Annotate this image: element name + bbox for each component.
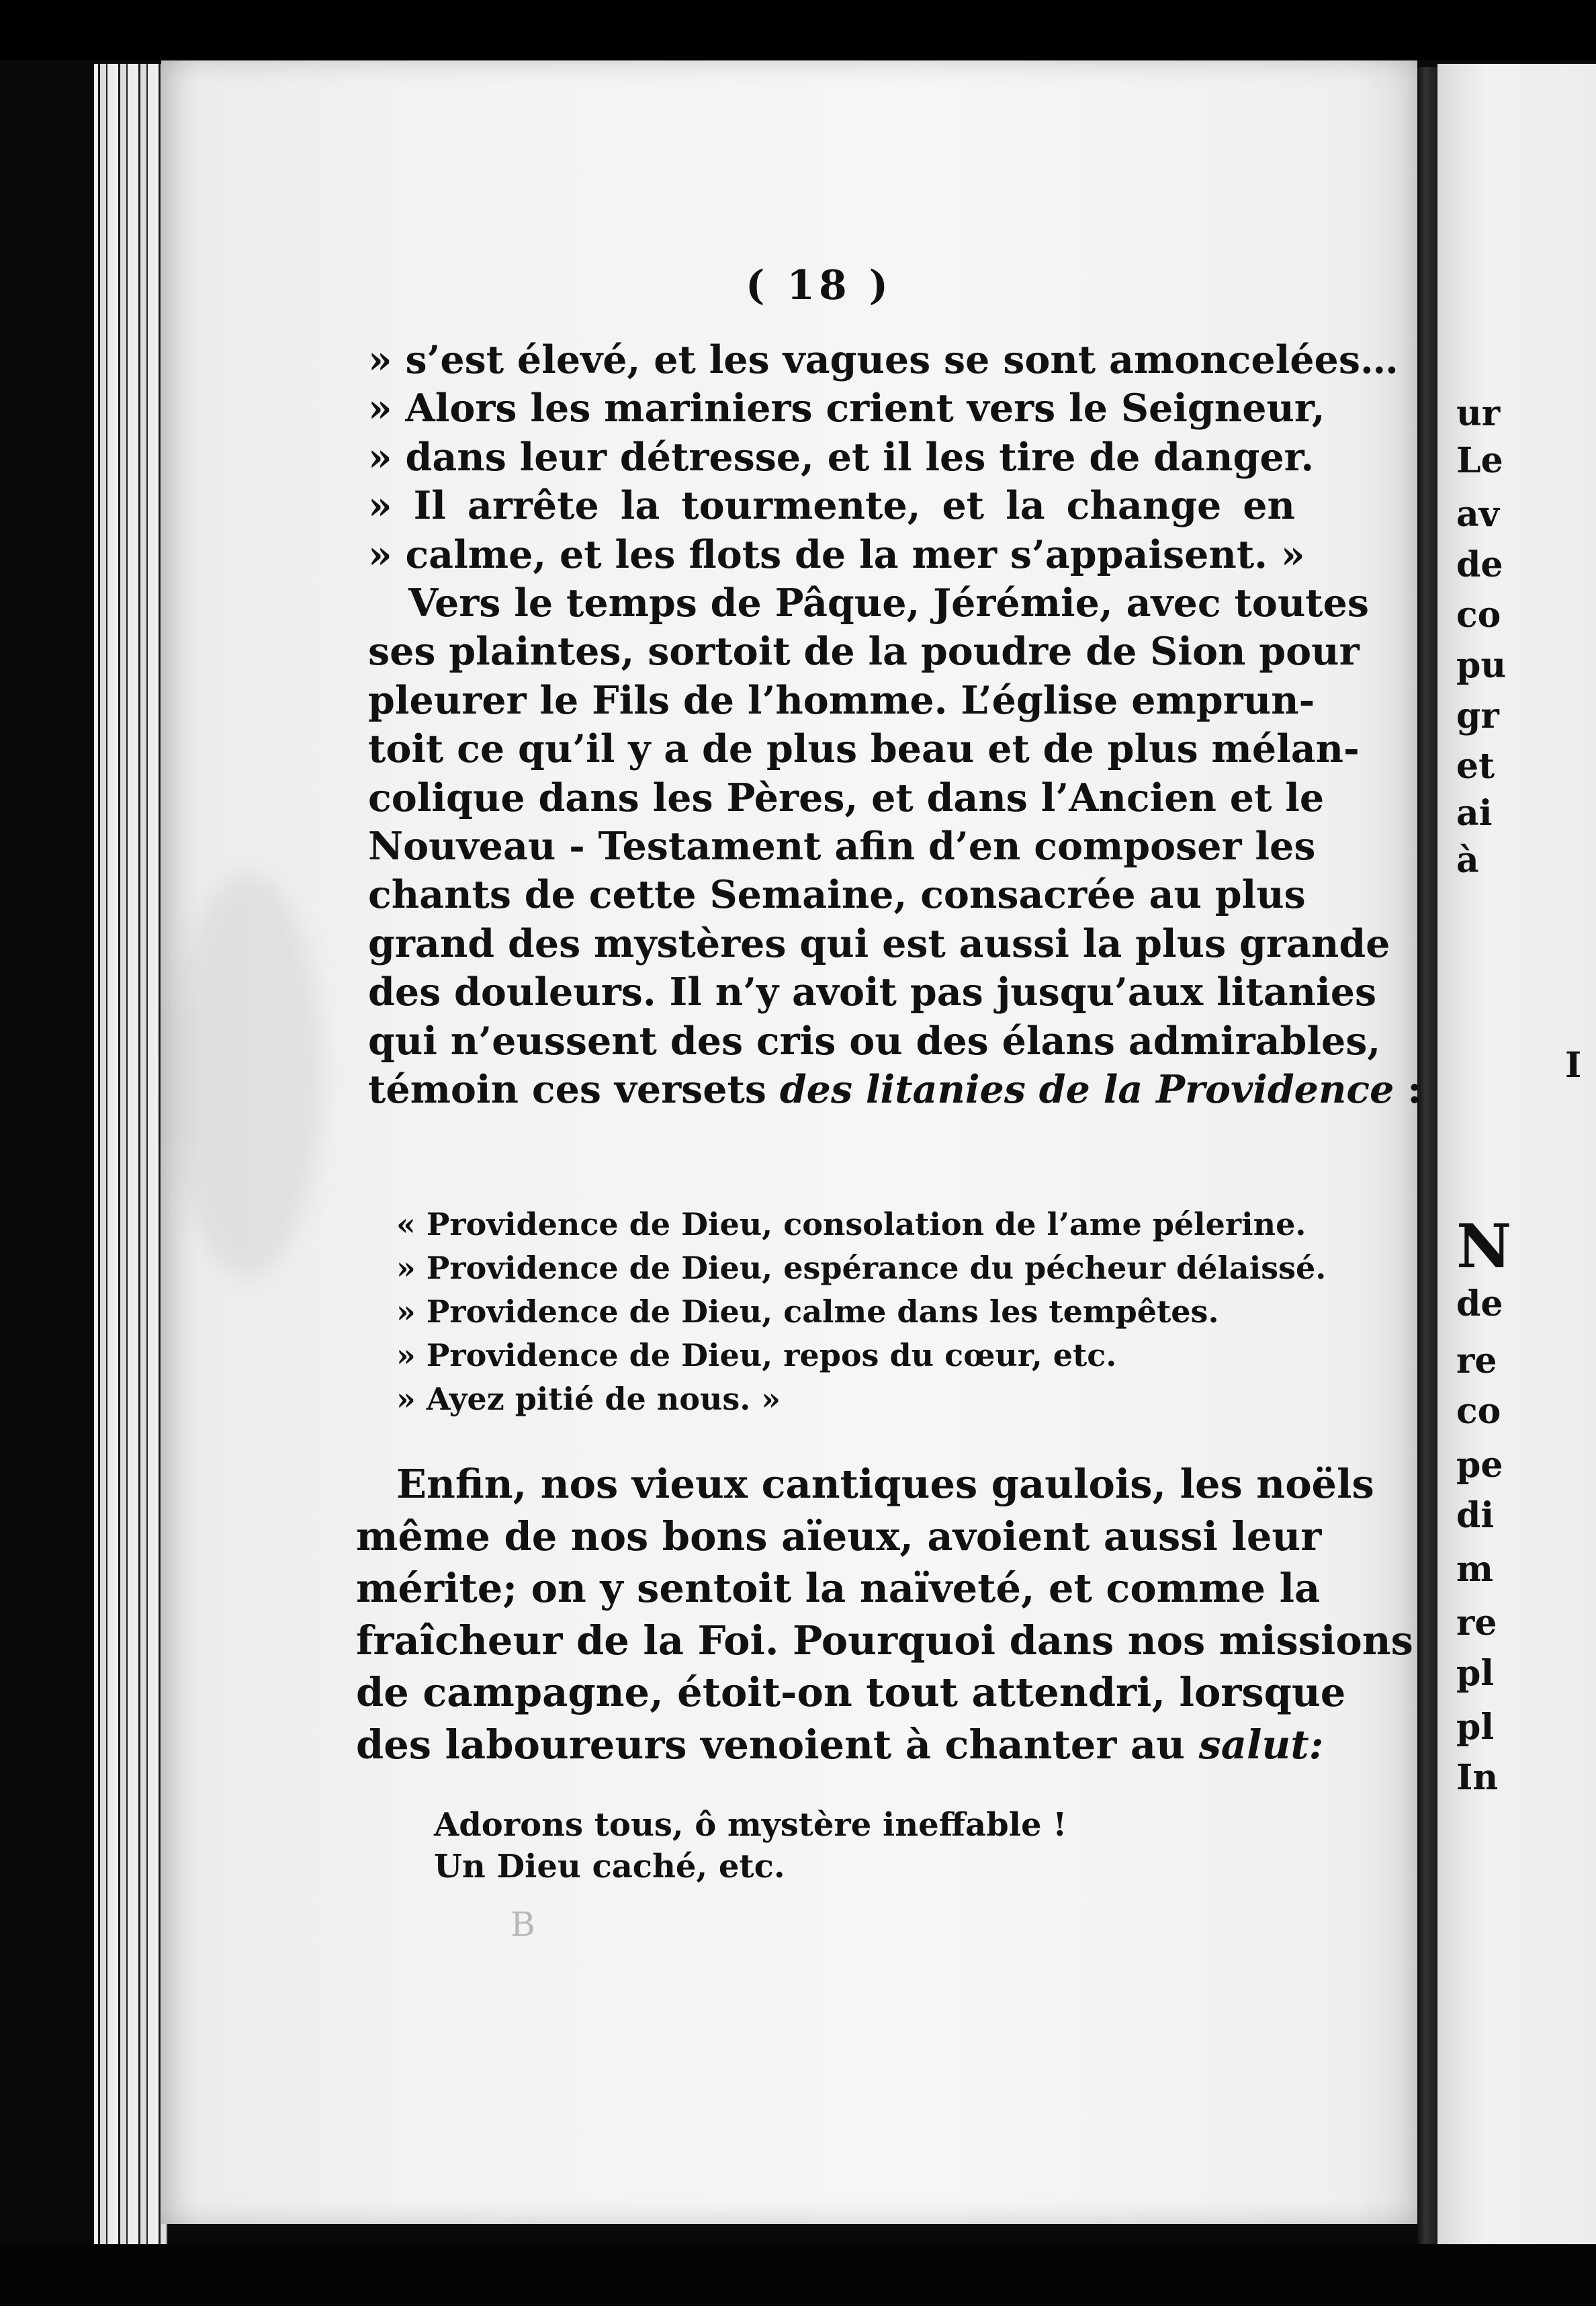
facing-fragment: et [1456, 746, 1495, 787]
text-segment: témoin ces versets [368, 1067, 766, 1113]
hymn-quote [434, 1804, 1067, 1887]
litany-quote [396, 1203, 1327, 1421]
text-line: chants de cette Semaine, consacrée au plus [368, 872, 1306, 918]
text-line: » calme, et les flots de la mer s’appaisent. » [368, 531, 1305, 577]
text-line: même de nos bons aïeux, avoient aussi leur [356, 1512, 1322, 1560]
signature-mark: B [511, 1905, 535, 1944]
hymn-line: Adorons tous, ô mystère ineffable ! [434, 1806, 1067, 1844]
text-line: » Il arrête la tourmente, et la change en [368, 483, 1295, 529]
text-line: ses plaintes, sortoit de la poudre de Sion pour [368, 629, 1360, 675]
text-line: » dans leur détresse, et il les tire de danger. [368, 434, 1315, 480]
text-line: » s’est élevé, et les vagues se sont amoncelées… [368, 337, 1399, 382]
facing-fragment: Le [1456, 440, 1503, 481]
facing-fragment: N [1456, 1211, 1512, 1282]
page-edges [94, 64, 168, 2248]
text-segment: : [1394, 1067, 1422, 1113]
text-line: colique dans les Pères, et dans l’Ancien et le [368, 775, 1325, 820]
facing-fragment: de [1456, 1283, 1503, 1324]
facing-fragment: pe [1456, 1445, 1503, 1486]
litany-line: « Providence de Dieu, consolation de l’ame pélerine. [396, 1206, 1306, 1242]
facing-fragment: m [1456, 1549, 1494, 1590]
paragraph-1 [368, 336, 1422, 1115]
text-segment: des laboureurs venoient à chanter au [356, 1721, 1186, 1768]
text-line: » Alors les mariniers crient vers le Seigneur, [368, 386, 1325, 431]
text-line: fraîcheur de la Foi. Pourquoi dans nos missions [356, 1617, 1413, 1664]
scan-border-top [0, 0, 1596, 60]
facing-page [1437, 64, 1596, 2248]
text-line: grand des mystères qui est aussi la plus grande [368, 921, 1390, 966]
facing-fragment: re [1456, 1603, 1497, 1643]
italic-title: des litanies de la Providence [779, 1067, 1394, 1113]
litany-line: » Ayez pitié de nous. » [396, 1381, 781, 1417]
facing-fragment: pl [1456, 1653, 1495, 1694]
text-line-final [368, 1066, 1422, 1114]
facing-fragment: av [1456, 494, 1499, 535]
litany-line: » Providence de Dieu, repos du cœur, etc. [396, 1337, 1117, 1373]
litany-line: » Providence de Dieu, espérance du pécheur délaissé. [396, 1250, 1327, 1286]
facing-fragment: pl [1456, 1707, 1495, 1748]
text-line: Vers le temps de Pâque, Jérémie, avec toutes [408, 581, 1369, 626]
facing-fragment: re [1456, 1340, 1497, 1381]
italic-word: salut: [1198, 1721, 1324, 1768]
text-line-final [356, 1719, 1324, 1771]
page-number: ( 18 ) [746, 262, 893, 309]
text-line: pleurer le Fils de l’homme. L’église emprun- [368, 677, 1315, 723]
text-line: de campagne, étoit-on tout attendri, lorsque [356, 1669, 1346, 1715]
facing-fragment: ur [1456, 393, 1501, 434]
facing-fragment: co [1456, 1391, 1501, 1432]
facing-fragment: ai [1456, 793, 1493, 834]
page-stain [175, 873, 322, 1277]
book-gutter [1417, 67, 1437, 2244]
facing-fragment: de [1456, 544, 1503, 585]
text-line: des douleurs. Il n’y avoit pas jusqu’aux litanies [368, 970, 1377, 1015]
text-line: Nouveau - Testament afin d’en composer les [368, 824, 1316, 869]
facing-fragment: In [1456, 1757, 1499, 1798]
paragraph-2 [356, 1458, 1413, 1770]
text-line: qui n’eussent des cris ou des élans admirables, [368, 1018, 1381, 1064]
litany-line: » Providence de Dieu, calme dans les tempêtes. [396, 1293, 1219, 1330]
facing-fragment: I [1565, 1045, 1582, 1086]
facing-fragment: pu [1456, 645, 1507, 686]
text-line: mérite; on y sentoit la naïveté, et comme la [356, 1565, 1321, 1611]
facing-fragment: co [1456, 595, 1501, 636]
text-line: toit ce qu’il y a de plus beau et de plus mélan- [368, 726, 1360, 772]
facing-fragment: gr [1456, 695, 1499, 736]
scan-border-bottom [0, 2244, 1596, 2306]
facing-fragment: di [1456, 1495, 1495, 1536]
text-line: Enfin, nos vieux cantiques gaulois, les noëls [396, 1461, 1374, 1507]
hymn-line: Un Dieu caché, etc. [434, 1848, 785, 1885]
facing-fragment: à [1456, 840, 1479, 881]
